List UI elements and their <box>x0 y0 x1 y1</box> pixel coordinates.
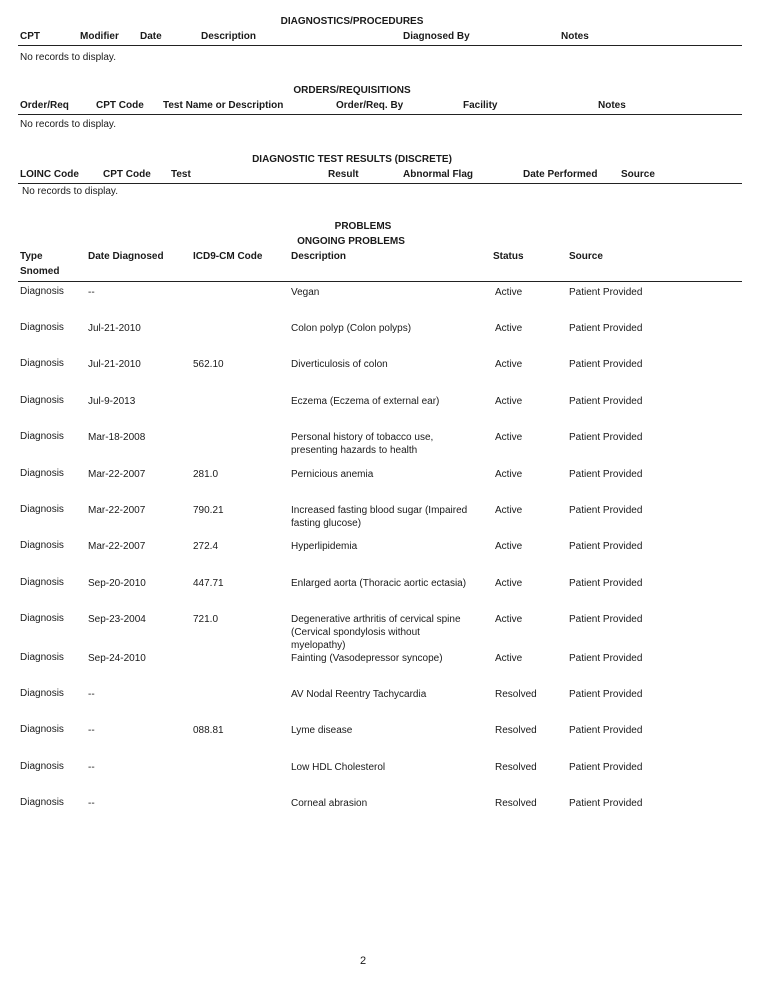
col-modifier: Modifier <box>80 31 119 42</box>
date-cell: Jul-21-2010 <box>88 359 141 370</box>
date-cell: Sep-24-2010 <box>88 653 146 664</box>
col-notes: Notes <box>561 31 589 42</box>
description-cell: Colon polyp (Colon polyps) <box>291 323 412 334</box>
status-cell: Resolved <box>495 689 537 700</box>
source-cell: Patient Provided <box>569 469 643 480</box>
status-cell: Active <box>495 541 523 552</box>
date-cell: -- <box>88 798 95 809</box>
source-cell: Patient Provided <box>569 798 643 809</box>
col-order-req: Order/Req <box>20 100 69 111</box>
icd9-cell: 562.10 <box>193 359 224 370</box>
source-cell: Patient Provided <box>569 505 643 516</box>
type-cell: Diagnosis <box>20 688 64 699</box>
date-cell: -- <box>88 725 95 736</box>
status-cell: Active <box>495 323 523 334</box>
col-date-diagnosed: Date Diagnosed <box>88 251 164 262</box>
icd9-cell: 088.81 <box>193 725 224 736</box>
header-rule <box>18 114 742 115</box>
status-cell: Active <box>495 396 523 407</box>
type-cell: Diagnosis <box>20 431 64 442</box>
description-cell: Personal history of tobacco use, presenting hazards to health <box>291 432 434 456</box>
source-cell: Patient Provided <box>569 541 643 552</box>
status-cell: Resolved <box>495 798 537 809</box>
source-cell: Patient Provided <box>569 762 643 773</box>
source-cell: Patient Provided <box>569 578 643 589</box>
type-cell: Diagnosis <box>20 286 64 297</box>
col-facility: Facility <box>463 100 498 111</box>
date-cell: Mar-22-2007 <box>88 469 146 480</box>
col-loinc: LOINC Code <box>20 169 79 180</box>
type-cell: Diagnosis <box>20 540 64 551</box>
date-cell: Sep-20-2010 <box>88 578 146 589</box>
type-cell: Diagnosis <box>20 652 64 663</box>
type-cell: Diagnosis <box>20 761 64 772</box>
icd9-cell: 281.0 <box>193 469 219 480</box>
date-cell: Jul-21-2010 <box>88 323 141 334</box>
source-cell: Patient Provided <box>569 653 643 664</box>
description-cell: Vegan <box>291 287 320 298</box>
description-cell: Fainting (Vasodepressor syncope) <box>291 653 443 664</box>
date-cell: Mar-22-2007 <box>88 541 146 552</box>
status-cell: Resolved <box>495 725 537 736</box>
no-records-text: No records to display. <box>20 119 116 130</box>
date-cell: -- <box>88 287 95 298</box>
col-description: Description <box>291 251 347 262</box>
type-cell: Diagnosis <box>20 724 64 735</box>
col-test-name: Test Name or Description <box>163 100 284 111</box>
source-cell: Patient Provided <box>569 432 643 443</box>
col-date: Date <box>140 31 162 42</box>
date-cell: -- <box>88 689 95 700</box>
description-cell: Degenerative arthritis of cervical spine (Cervical spondylosis without myelopathy) <box>291 614 461 651</box>
type-cell: Diagnosis <box>20 504 64 515</box>
description-cell: Increased fasting blood sugar (Impaired fasting glucose) <box>291 505 468 529</box>
status-cell: Active <box>495 614 523 625</box>
description-cell: Pernicious anemia <box>291 469 374 480</box>
source-cell: Patient Provided <box>569 614 643 625</box>
problems-title: PROBLEMS <box>334 221 392 232</box>
status-cell: Active <box>495 578 523 589</box>
description-cell: Corneal abrasion <box>291 798 368 809</box>
col-cpt: CPT <box>20 31 40 42</box>
diagnostics-title: DIAGNOSTICS/PROCEDURES <box>280 16 424 27</box>
status-cell: Active <box>495 432 523 443</box>
type-cell: Diagnosis <box>20 395 64 406</box>
icd9-cell: 790.21 <box>193 505 224 516</box>
col-source: Source <box>569 251 603 262</box>
col-cpt-code: CPT Code <box>103 169 151 180</box>
col-result: Result <box>328 169 359 180</box>
col-status: Status <box>493 251 524 262</box>
type-cell: Diagnosis <box>20 322 64 333</box>
status-cell: Active <box>495 287 523 298</box>
source-cell: Patient Provided <box>569 287 643 298</box>
no-records-text: No records to display. <box>20 52 116 63</box>
status-cell: Active <box>495 469 523 480</box>
no-records-text: No records to display. <box>22 186 118 197</box>
source-cell: Patient Provided <box>569 396 643 407</box>
orders-title: ORDERS/REQUISITIONS <box>293 85 411 96</box>
page-number: 2 <box>359 955 367 967</box>
type-cell: Diagnosis <box>20 468 64 479</box>
description-cell: Lyme disease <box>291 725 353 736</box>
description-cell: Eczema (Eczema of external ear) <box>291 396 440 407</box>
status-cell: Active <box>495 505 523 516</box>
icd9-cell: 447.71 <box>193 578 224 589</box>
description-cell: Hyperlipidemia <box>291 541 358 552</box>
status-cell: Resolved <box>495 762 537 773</box>
date-cell: Mar-18-2008 <box>88 432 146 443</box>
results-title: DIAGNOSTIC TEST RESULTS (DISCRETE) <box>252 154 452 165</box>
col-date-performed: Date Performed <box>523 169 598 180</box>
col-cpt-code: CPT Code <box>96 100 144 111</box>
date-cell: Jul-9-2013 <box>88 396 136 407</box>
type-cell: Diagnosis <box>20 577 64 588</box>
type-cell: Diagnosis <box>20 797 64 808</box>
header-rule <box>18 183 742 184</box>
source-cell: Patient Provided <box>569 323 643 334</box>
col-notes: Notes <box>598 100 626 111</box>
source-cell: Patient Provided <box>569 689 643 700</box>
col-icd9: ICD9-CM Code <box>193 251 263 262</box>
type-cell: Diagnosis <box>20 358 64 369</box>
description-cell: Enlarged aorta (Thoracic aortic ectasia) <box>291 578 467 589</box>
col-test: Test <box>171 169 191 180</box>
description-cell: Diverticulosis of colon <box>291 359 388 370</box>
date-cell: Sep-23-2004 <box>88 614 146 625</box>
col-description: Description <box>201 31 257 42</box>
icd9-cell: 721.0 <box>193 614 219 625</box>
date-cell: -- <box>88 762 95 773</box>
col-snomed: Snomed <box>20 266 60 277</box>
header-rule <box>18 281 742 282</box>
col-abnormal-flag: Abnormal Flag <box>403 169 474 180</box>
description-cell: AV Nodal Reentry Tachycardia <box>291 689 427 700</box>
icd9-cell: 272.4 <box>193 541 219 552</box>
col-type: Type <box>20 251 43 262</box>
status-cell: Active <box>495 359 523 370</box>
description-cell: Low HDL Cholesterol <box>291 762 386 773</box>
source-cell: Patient Provided <box>569 725 643 736</box>
col-diagnosed-by: Diagnosed By <box>403 31 470 42</box>
source-cell: Patient Provided <box>569 359 643 370</box>
col-order-by: Order/Req. By <box>336 100 404 111</box>
date-cell: Mar-22-2007 <box>88 505 146 516</box>
status-cell: Active <box>495 653 523 664</box>
ongoing-problems-title: ONGOING PROBLEMS <box>297 236 405 247</box>
header-rule <box>18 45 742 46</box>
col-source: Source <box>621 169 655 180</box>
type-cell: Diagnosis <box>20 613 64 624</box>
